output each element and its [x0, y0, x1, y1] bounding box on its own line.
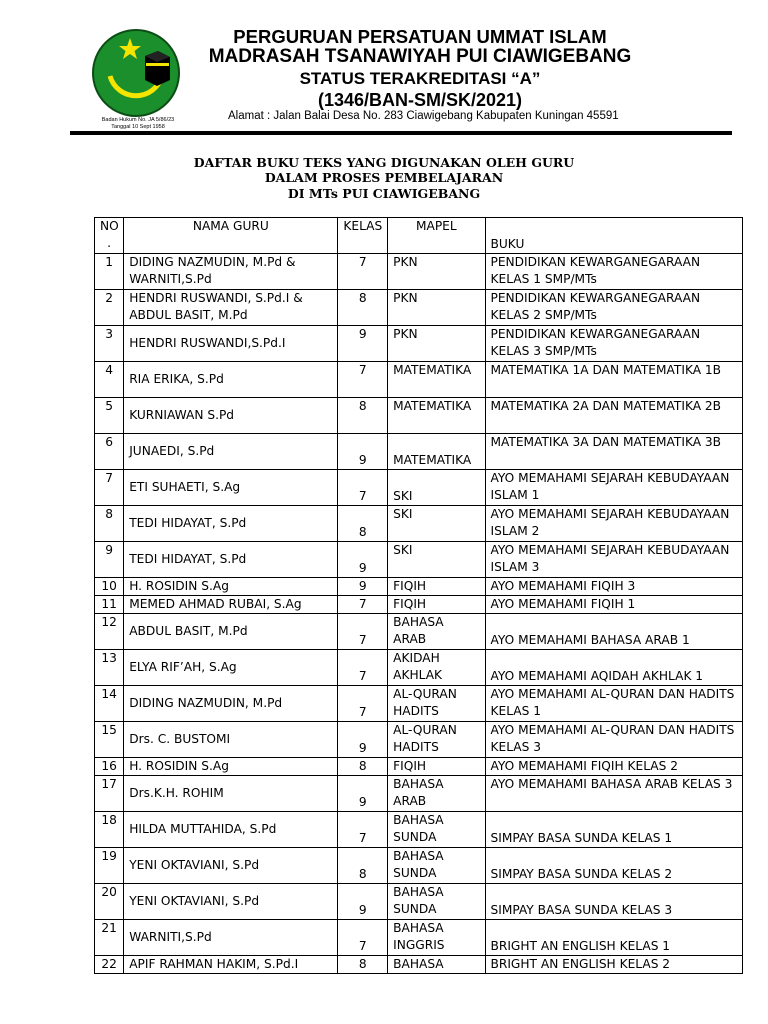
cell-buku: PENDIDIKAN KEWARGANEGARAAN KELAS 2 SMP/MTs [485, 290, 743, 326]
cell-kelas: 8 [338, 758, 388, 776]
cell-mapel: PKN [388, 326, 485, 362]
cell-buku: AYO MEMAHAMI BAHASA ARAB 1 [485, 614, 743, 650]
cell-teacher-name: YENI OKTAVIANI, S.Pd [124, 848, 338, 884]
cell-kelas: 7 [338, 596, 388, 614]
cell-teacher-name: DIDING NAZMUDIN, M.Pd [124, 686, 338, 722]
cell-buku: AYO MEMAHAMI SEJARAH KEBUDAYAAN ISLAM 3 [485, 542, 743, 578]
table-body [95, 254, 743, 974]
cell-kelas: 9 [338, 434, 388, 470]
cell-teacher-name: TEDI HIDAYAT, S.Pd [124, 506, 338, 542]
table-header-row [95, 218, 743, 254]
cell-buku: SIMPAY BASA SUNDA KELAS 2 [485, 848, 743, 884]
cell-kelas: 9 [338, 776, 388, 812]
cell-kelas: 8 [338, 506, 388, 542]
cell-buku: AYO MEMAHAMI AL-QURAN DAN HADITS KELAS 3 [485, 722, 743, 758]
cell-teacher-name: ELYA RIF’AH, S.Ag [124, 650, 338, 686]
cell-mapel: BAHASA ARAB [388, 776, 485, 812]
cell-kelas: 9 [338, 722, 388, 758]
cell-teacher-name: DIDING NAZMUDIN, M.Pd & WARNITI,S.Pd [124, 254, 338, 290]
cell-mapel: SKI [388, 470, 485, 506]
cell-teacher-name: HENDRI RUSWANDI, S.Pd.I & ABDUL BASIT, M.Pd [124, 290, 338, 326]
cell-teacher-name: H. ROSIDIN S.Ag [124, 578, 338, 596]
cell-mapel: PKN [388, 290, 485, 326]
table-row [95, 920, 743, 956]
cell-mapel: FIQIH [388, 578, 485, 596]
cell-mapel: FIQIH [388, 758, 485, 776]
cell-buku: BRIGHT AN ENGLISH KELAS 1 [485, 920, 743, 956]
cell-buku: MATEMATIKA 2A DAN MATEMATIKA 2B [485, 398, 743, 434]
header-mapel: MAPEL [388, 218, 485, 254]
cell-buku: MATEMATIKA 3A DAN MATEMATIKA 3B [485, 434, 743, 470]
table-row [95, 722, 743, 758]
cell-buku: AYO MEMAHAMI SEJARAH KEBUDAYAAN ISLAM 2 [485, 506, 743, 542]
cell-no: 13 [95, 650, 124, 686]
cell-teacher-name: ABDUL BASIT, M.Pd [124, 614, 338, 650]
cell-mapel: MATEMATIKA [388, 434, 485, 470]
table-row [95, 326, 743, 362]
cell-kelas: 9 [338, 578, 388, 596]
table-row [95, 776, 743, 812]
cell-buku: AYO MEMAHAMI FIQIH 1 [485, 596, 743, 614]
cell-kelas: 7 [338, 254, 388, 290]
cell-mapel: BAHASA SUNDA [388, 848, 485, 884]
cell-mapel: SKI [388, 506, 485, 542]
table-row [95, 614, 743, 650]
cell-buku: BRIGHT AN ENGLISH KELAS 2 [485, 956, 743, 974]
cell-no: 18 [95, 812, 124, 848]
cell-no: 1 [95, 254, 124, 290]
cell-no: 11 [95, 596, 124, 614]
cell-mapel: MATEMATIKA [388, 398, 485, 434]
table-row [95, 758, 743, 776]
cell-mapel: FIQIH [388, 596, 485, 614]
cell-no: 4 [95, 362, 124, 398]
cell-mapel: AL-QURAN HADITS [388, 686, 485, 722]
cell-buku: PENDIDIKAN KEWARGANEGARAAN KELAS 1 SMP/MTs [485, 254, 743, 290]
cell-teacher-name: WARNITI,S.Pd [124, 920, 338, 956]
cell-buku: AYO MEMAHAMI AQIDAH AKHLAK 1 [485, 650, 743, 686]
cell-kelas: 7 [338, 470, 388, 506]
document-title-line1: DAFTAR BUKU TEKS YANG DIGUNAKAN OLEH GURU [193, 155, 575, 170]
table-row [95, 812, 743, 848]
cell-no: 6 [95, 434, 124, 470]
cell-mapel: BAHASA [388, 956, 485, 974]
table-row [95, 956, 743, 974]
cell-teacher-name: Drs.K.H. ROHIM [124, 776, 338, 812]
cell-no: 15 [95, 722, 124, 758]
table-row [95, 596, 743, 614]
cell-no: 20 [95, 884, 124, 920]
cell-mapel: BAHASA INGGRIS [388, 920, 485, 956]
cell-mapel: BAHASA ARAB [388, 614, 485, 650]
cell-kelas: 9 [338, 326, 388, 362]
cell-teacher-name: MEMED AHMAD RUBAI, S.Ag [124, 596, 338, 614]
school-logo [90, 28, 186, 118]
cell-no: 9 [95, 542, 124, 578]
cell-no: 19 [95, 848, 124, 884]
letterhead-divider [70, 131, 732, 135]
cell-teacher-name: Drs. C. BUSTOMI [124, 722, 338, 758]
letterhead-line3: STATUS TERAKREDITASI “A” [299, 69, 541, 88]
logo-caption-line2: Tanggal 10 Sept 1958 [111, 123, 165, 130]
cell-buku: AYO MEMAHAMI FIQIH 3 [485, 578, 743, 596]
cell-buku: PENDIDIKAN KEWARGANEGARAAN KELAS 3 SMP/MTs [485, 326, 743, 362]
header-name: NAMA GURU [124, 218, 338, 254]
cell-teacher-name: ETI SUHAETI, S.Ag [124, 470, 338, 506]
cell-mapel: BAHASA SUNDA [388, 884, 485, 920]
table-row [95, 290, 743, 326]
letterhead-line4: (1346/BAN-SM/SK/2021) [317, 90, 523, 110]
cell-kelas: 7 [338, 812, 388, 848]
cell-no: 5 [95, 398, 124, 434]
cell-kelas: 7 [338, 920, 388, 956]
school-address: Alamat : Jalan Balai Desa No. 283 Ciawigebang Kabupaten Kuningan 45591 [228, 110, 619, 122]
table-row [95, 884, 743, 920]
cell-teacher-name: HILDA MUTTAHIDA, S.Pd [124, 812, 338, 848]
cell-no: 17 [95, 776, 124, 812]
table-row [95, 506, 743, 542]
header-kelas: KELAS [338, 218, 388, 254]
letterhead-line2: MADRASAH TSANAWIYAH PUI CIAWIGEBANG [208, 46, 632, 67]
table-row [95, 542, 743, 578]
cell-buku: MATEMATIKA 1A DAN MATEMATIKA 1B [485, 362, 743, 398]
cell-no: 14 [95, 686, 124, 722]
table-row [95, 686, 743, 722]
table-row [95, 578, 743, 596]
pui-emblem-icon [90, 28, 186, 118]
cell-teacher-name: H. ROSIDIN S.Ag [124, 758, 338, 776]
cell-kelas: 7 [338, 650, 388, 686]
cell-buku: AYO MEMAHAMI BAHASA ARAB KELAS 3 [485, 776, 743, 812]
cell-mapel: SKI [388, 542, 485, 578]
cell-mapel: AL-QURAN HADITS [388, 722, 485, 758]
cell-mapel: MATEMATIKA [388, 362, 485, 398]
cell-no: 21 [95, 920, 124, 956]
table-row [95, 650, 743, 686]
cell-kelas: 8 [338, 290, 388, 326]
cell-no: 2 [95, 290, 124, 326]
cell-no: 12 [95, 614, 124, 650]
cell-buku: AYO MEMAHAMI FIQIH KELAS 2 [485, 758, 743, 776]
cell-teacher-name: RIA ERIKA, S.Pd [124, 362, 338, 398]
cell-no: 10 [95, 578, 124, 596]
cell-no: 8 [95, 506, 124, 542]
cell-buku: SIMPAY BASA SUNDA KELAS 3 [485, 884, 743, 920]
cell-mapel: AKIDAH AKHLAK [388, 650, 485, 686]
cell-teacher-name: TEDI HIDAYAT, S.Pd [124, 542, 338, 578]
table-row [95, 434, 743, 470]
header-no: NO . [95, 218, 124, 254]
cell-mapel: BAHASA SUNDA [388, 812, 485, 848]
table-row [95, 254, 743, 290]
logo-caption-line1: Badan Hukum No. JA 5/86/23 [101, 117, 175, 123]
cell-teacher-name: KURNIAWAN S.Pd [124, 398, 338, 434]
logo-caption [70, 117, 206, 130]
cell-no: 3 [95, 326, 124, 362]
cell-no: 22 [95, 956, 124, 974]
cell-buku: AYO MEMAHAMI AL-QURAN DAN HADITS KELAS 1 [485, 686, 743, 722]
table-row [95, 398, 743, 434]
cell-kelas: 9 [338, 542, 388, 578]
cell-kelas: 7 [338, 686, 388, 722]
book-list-table [94, 217, 743, 974]
cell-kelas: 8 [338, 848, 388, 884]
cell-teacher-name: APIF RAHMAN HAKIM, S.Pd.I [124, 956, 338, 974]
cell-mapel: PKN [388, 254, 485, 290]
letterhead-line1: PERGURUAN PERSATUAN UMMAT ISLAM [233, 26, 607, 47]
cell-kelas: 8 [338, 956, 388, 974]
table-row [95, 362, 743, 398]
cell-kelas: 7 [338, 362, 388, 398]
document-title-line3: DI MTs PUI CIAWIGEBANG [287, 186, 481, 201]
cell-teacher-name: JUNAEDI, S.Pd [124, 434, 338, 470]
cell-teacher-name: YENI OKTAVIANI, S.Pd [124, 884, 338, 920]
table-row [95, 470, 743, 506]
table-row [95, 848, 743, 884]
cell-kelas: 7 [338, 614, 388, 650]
cell-teacher-name: HENDRI RUSWANDI,S.Pd.I [124, 326, 338, 362]
cell-no: 7 [95, 470, 124, 506]
cell-buku: SIMPAY BASA SUNDA KELAS 1 [485, 812, 743, 848]
header-buku: BUKU [485, 218, 743, 254]
cell-kelas: 9 [338, 884, 388, 920]
cell-buku: AYO MEMAHAMI SEJARAH KEBUDAYAAN ISLAM 1 [485, 470, 743, 506]
document-title-line2: DALAM PROSES PEMBELAJARAN [264, 170, 504, 185]
cell-no: 16 [95, 758, 124, 776]
cell-kelas: 8 [338, 398, 388, 434]
